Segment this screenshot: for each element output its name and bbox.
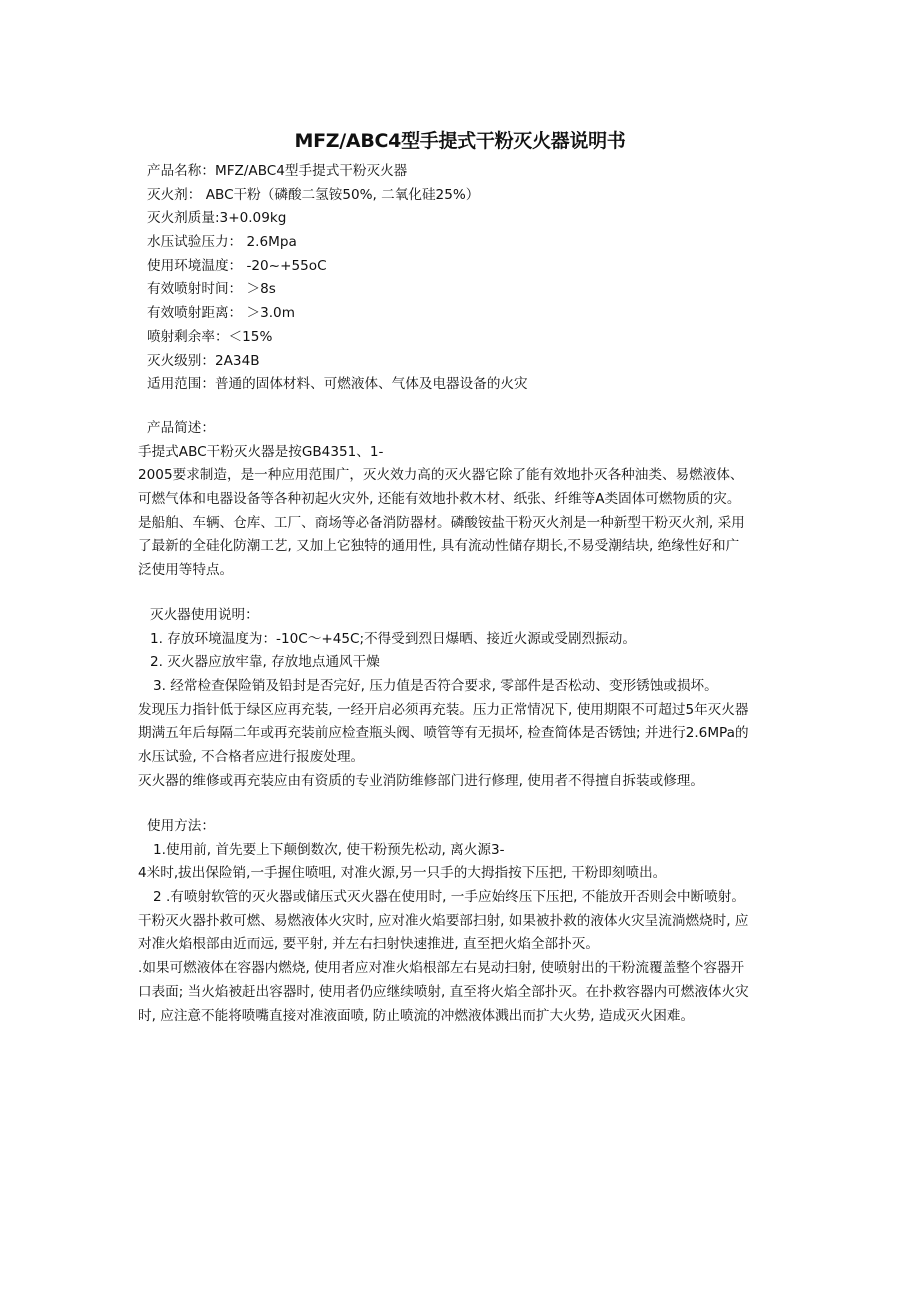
paragraph-line: .如果可燃液体在容器内燃烧, 使用者应对准火焰根部左右晃动扫射, 使喷射出的干粉流覆盖整个容器开 (138, 960, 745, 977)
paragraph-line: 2005要求制造，是一种应用范围广，灭火效力高的灭火器它除了能有效地扑灭各种油类、易燃液体、 (138, 467, 744, 484)
method-section (138, 815, 798, 1028)
list-item: 3. 经常检查保险销及铅封是否完好, 压力值是否符合要求, 零部件是否松动、变形锈蚀或损坏。 (153, 678, 718, 695)
spec-line: 灭火剂质量:3+0.09kg (147, 210, 287, 227)
paragraph-line: 手提式ABC干粉灭火器是按GB4351、1- (138, 443, 384, 460)
paragraph-line: 期满五年后每隔二年或再充装前应检查瓶头阀、喷管等有无损坏, 检查简体是否锈蚀; 并进行2.6MPa的 (138, 725, 749, 742)
spec-line: 灭火级别：2A34B (147, 352, 260, 369)
paragraph-line: 了最新的全硅化防潮工艺, 又加上它独特的通用性, 具有流动性储存期长,不易受潮结块, 绝缘性好和广 (138, 538, 740, 555)
spec-line: 有效喷射距离： ＞3.0m (147, 305, 295, 322)
section-heading: 灭火器使用说明： (150, 607, 259, 623)
summary-section (138, 417, 798, 583)
spec-line: 喷射剩余率：＜15% (147, 328, 273, 345)
paragraph-line: 干粉灭火器扑救可燃、易燃液体火灾时, 应对准火焰要部扫射, 如果被扑救的液体火灾呈流淌燃烧时, 应 (138, 912, 749, 929)
paragraph-line: 口表面; 当火焰被赶出容器时, 使用者仍应继续喷射, 直至将火焰全部扑灭。在扑救容器内可燃液体火灾 (138, 983, 749, 1000)
paragraph-line: 时, 应注意不能将喷嘴直接对准液面喷, 防止喷流的冲燃液体溅出而扩大火势, 造成灭火困难。 (138, 1007, 695, 1024)
list-item: 1. 存放环境温度为：-10C～+45C;不得受到烈日爆晒、接近火源或受剧烈振动。 (150, 630, 636, 647)
section-heading: 产品简述： (147, 420, 215, 436)
paragraph-line: 灭火器的维修或再充装应由有资质的专业消防维修部门进行修理, 使用者不得擅自拆装或修理。 (138, 772, 704, 789)
spec-line: 有效喷射时间： ＞8s (147, 281, 276, 298)
section-heading: 使用方法： (147, 818, 215, 834)
paragraph-line: 2 .有喷射软管的灭火器或储压式灭火器在使用时, 一手应始终压下压把, 不能放开否则会中断喷射。 (153, 889, 745, 906)
spec-line: 适用范围：普通的固体材料、可燃液体、气体及电器设备的火灾 (147, 376, 528, 393)
spec-line: 水压试验压力： 2.6Mpa (147, 234, 297, 251)
paragraph-line: 可燃气体和电器设备等各种初起火灾外, 还能有效地扑救木材、纸张、纤维等A类固体可燃物质的灾。 (138, 491, 741, 508)
paragraph-line: 发现压力指针低于绿区应再充装, 一经开启必须再充装。压力正常情况下, 使用期限不可超过5年灭火器 (138, 701, 749, 718)
paragraph-line: 对准火焰根部由近而远, 要平射, 并左右扫射快速推进, 直至把火焰全部扑灭。 (138, 936, 599, 953)
paragraph-line: 是船舶、车辆、仓库、工厂、商场等必备消防器材。磷酸铵盐干粉灭火剂是一种新型干粉灭火剂, 采用 (138, 514, 745, 531)
spec-line: 灭火剂： ABC干粉（磷酸二氢铵50%, 二氧化硅25%） (147, 186, 480, 203)
paragraph-line: 泛使用等特点。 (138, 562, 234, 579)
paragraph-line: 水压试验, 不合格者应进行报废处理。 (138, 749, 365, 766)
list-item: 2. 灭火器应放牢靠, 存放地点通风干燥 (150, 654, 380, 671)
document-title: MFZ/ABC4型手提式干粉灭火器说明书 (294, 130, 626, 152)
paragraph-line: 4米时,拔出保险销,一手握住喷咀, 对准火源,另一只手的大拇指按下压把, 干粉即刻喷出。 (138, 865, 667, 882)
instructions-section (138, 604, 798, 794)
paragraph-line: 1.使用前, 首先要上下颠倒数次, 使干粉预先松动, 离火源3- (153, 841, 505, 858)
spec-list (147, 160, 807, 397)
spec-line: 产品名称：MFZ/ABC4型手提式干粉灭火器 (147, 163, 408, 179)
spec-line: 使用环境温度： -20~+55oC (147, 257, 327, 274)
